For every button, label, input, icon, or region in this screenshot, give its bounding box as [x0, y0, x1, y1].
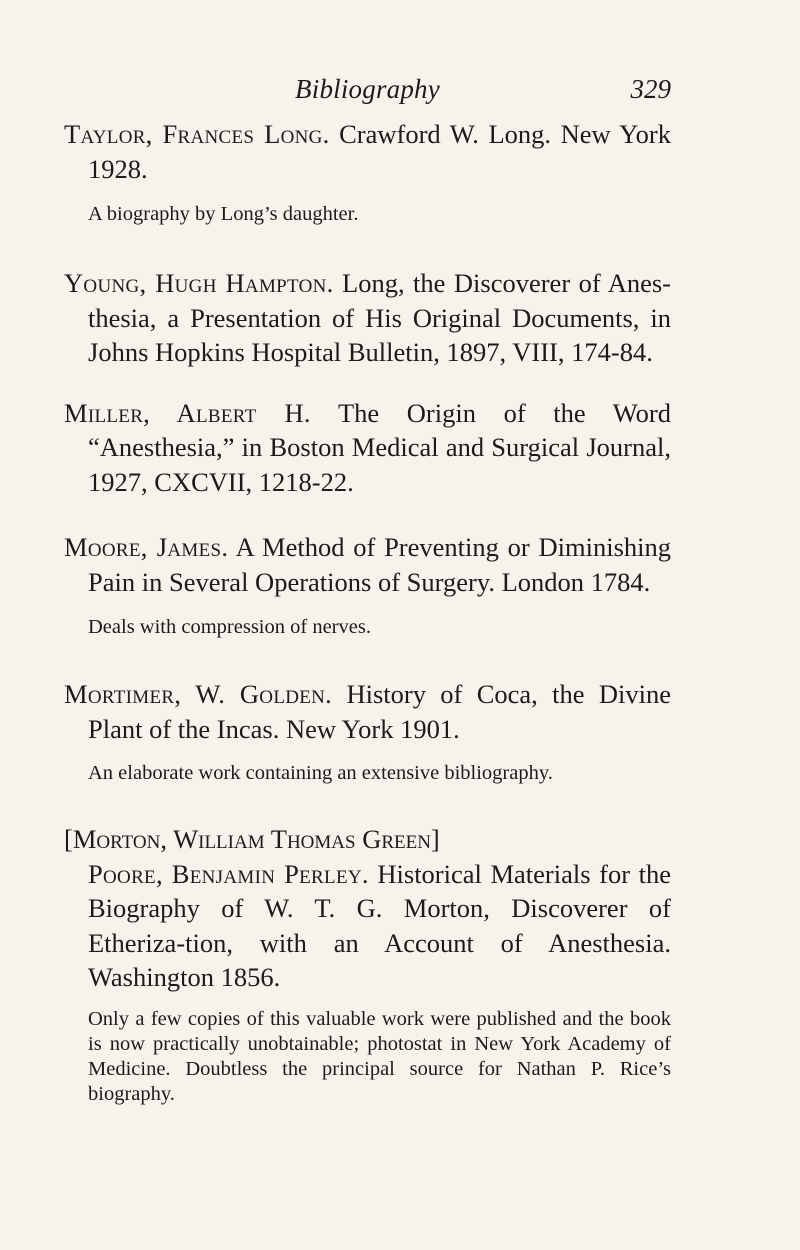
entry-author: Miller, Albert H. [64, 397, 311, 428]
page-number: 329 [630, 74, 671, 104]
entry-text: The Origin of the Word “Anesthesia,” in Boston Medical and Surgical Journal, 1927, CXCVII, 1218-22. [88, 397, 671, 497]
entry-annotation: Deals with compression of nerves. [88, 616, 371, 638]
bibliography-entry-young [64, 266, 671, 370]
entry-annotation: A biography by Long’s daughter. [88, 203, 359, 225]
entry-author: Mortimer, W. Golden. [64, 679, 333, 709]
citation [64, 396, 671, 500]
entry-annotation: An elaborate work containing an extensive bibliography. [88, 762, 553, 784]
citation [64, 117, 671, 186]
entry-author: Taylor, Frances Long. [64, 119, 330, 149]
bibliography-entry-morton-poore [64, 822, 671, 1107]
citation [64, 857, 671, 995]
bibliography-entry-miller [64, 396, 671, 500]
bibliography-entry-mortimer [64, 677, 671, 786]
running-head [64, 74, 671, 114]
citation [64, 266, 671, 370]
citation [64, 677, 671, 746]
citation [64, 530, 671, 599]
entry-annotation: Only a few copies of this valuable work were published and the book is now practically unobtainable; photostat in New York Academy of Medicine. Doubtless the principal source for Nathan P. Rice’s biography. [88, 1007, 671, 1105]
entry-author: Young, Hugh Hampton. [64, 268, 334, 298]
bibliography-entry-taylor [64, 117, 671, 227]
entry-author: Poore, Benjamin Perley. [88, 858, 369, 889]
cross-reference-heading: [Morton, William Thomas Green] [64, 824, 440, 854]
bibliography-entry-moore [64, 530, 671, 640]
entry-text: History of Coca, the Divine Plant of the Incas. New York 1901. [88, 679, 671, 744]
entry-text: Historical Materials for the Biography of W. T. G. Morton, Discoverer of Etheriza-tion, with an Account of Anesthesia. Washington 1856. [88, 858, 671, 992]
running-title: Bibliography [295, 74, 440, 104]
bibliography-entries [64, 117, 671, 1107]
entry-author: Moore, James. [64, 532, 229, 562]
entry-text: Long, the Discoverer of Anes-thesia, a Presentation of His Original Documents, in Johns Hopkins Hospital Bulletin, 1897, VIII, 174-84. [88, 268, 671, 367]
entry-text: A Method of Preventing or Diminishing Pain in Several Operations of Surgery. London 1784. [88, 532, 671, 597]
entry-text: Crawford W. Long. New York 1928. [88, 119, 671, 184]
